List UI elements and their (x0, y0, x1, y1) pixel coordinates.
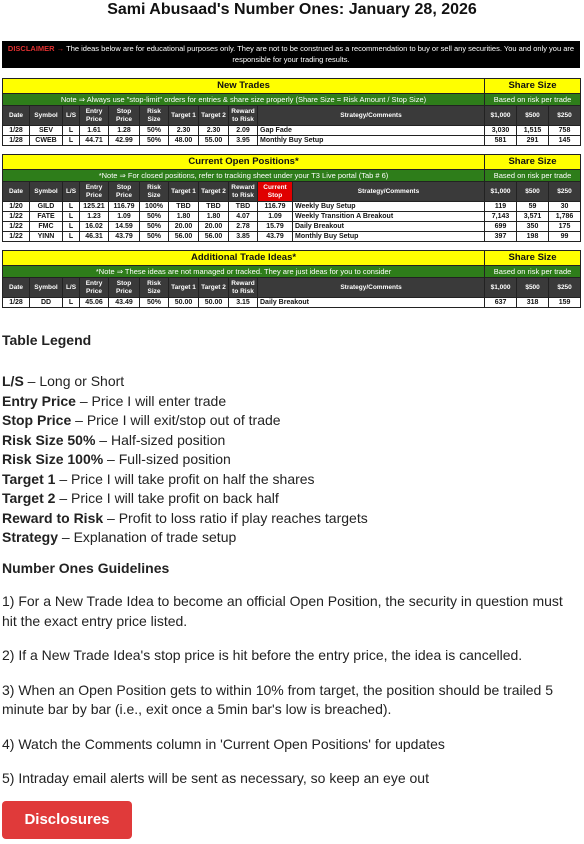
cell-date: 1/22 (3, 232, 30, 242)
cell-date: 1/28 (3, 126, 30, 136)
col-header-250: $250 (549, 182, 581, 202)
cell-target2: 56.00 (199, 232, 229, 242)
cell-size-1000: 119 (485, 202, 517, 212)
cell-reward-risk: 2.09 (229, 126, 258, 136)
col-header-1000: $1,000 (485, 182, 517, 202)
cell-ls: L (63, 126, 80, 136)
cell-size-1000: 581 (485, 136, 517, 146)
guideline-item: 4) Watch the Comments column in 'Current Open Positions' for updates (2, 735, 445, 752)
col-header-strategy: Strategy/Comments (258, 106, 485, 126)
new-trades-table (2, 78, 581, 146)
section-note: *Note ⇒ These ideas are not managed or tracked. They are just ideas for you to consider (3, 266, 485, 278)
cell-current-stop: 43.79 (258, 232, 293, 242)
page-title: Sami Abusaad's Number Ones: January 28, 2026 (107, 1, 477, 18)
share-size-title: Share Size (485, 251, 581, 266)
cell-target2: TBD (199, 202, 229, 212)
cell-size-250: 99 (549, 232, 581, 242)
legend-term: Reward to Risk (2, 509, 104, 526)
col-header-entry: Entry Price (80, 106, 109, 126)
col-header-stop: Stop Price (109, 278, 140, 298)
share-size-title: Share Size (485, 79, 581, 94)
legend-term: Target 2 (2, 490, 56, 506)
cell-symbol: GILD (30, 202, 63, 212)
col-header-reward-risk: Reward to Risk (229, 106, 258, 126)
col-header-target1: Target 1 (169, 182, 199, 202)
guideline-item: 5) Intraday email alerts will be sent as necessary, so keep an eye out (2, 770, 429, 786)
legend-term: L/S (2, 373, 24, 389)
legend-desc: – Long or Short (23, 373, 125, 389)
legend-desc: – Profit to loss ratio if play reaches targets (103, 509, 368, 526)
col-header-symbol: Symbol (30, 106, 63, 126)
cell-risk: 50% (140, 212, 169, 222)
col-header-stop: Stop Price (109, 182, 140, 202)
cell-stop: 42.99 (109, 136, 140, 146)
col-header-risk: Risk Size (140, 106, 169, 126)
legend-desc: – Explanation of trade setup (58, 529, 237, 545)
cell-ls: L (63, 202, 80, 212)
cell-symbol: CWEB (30, 136, 63, 146)
cell-target1: TBD (169, 202, 199, 212)
col-header-symbol: Symbol (30, 182, 63, 202)
cell-date: 1/28 (3, 298, 30, 308)
additional-ideas-table (2, 250, 581, 308)
cell-entry: 45.06 (80, 298, 109, 308)
guidelines-section (2, 560, 580, 804)
cell-stop: 1.09 (109, 212, 140, 222)
cell-date: 1/22 (3, 212, 30, 222)
col-header-ls: L/S (63, 182, 80, 202)
col-header-500: $500 (517, 278, 549, 298)
cell-size-500: 198 (517, 232, 549, 242)
disclaimer-label: DISCLAIMER → (7, 44, 65, 53)
cell-symbol: SEV (30, 126, 63, 136)
legend-item (2, 489, 580, 509)
cell-size-250: 159 (549, 298, 581, 308)
cell-target2: 1.80 (199, 212, 229, 222)
share-size-title: Share Size (485, 155, 581, 170)
cell-size-500: 1,515 (517, 126, 549, 136)
share-size-subtitle: Based on risk per trade (485, 94, 581, 106)
col-header-500: $500 (517, 106, 549, 126)
cell-current-stop: 15.79 (258, 222, 293, 232)
cell-reward-risk: TBD (229, 202, 258, 212)
col-header-date: Date (3, 278, 30, 298)
legend-item (2, 411, 580, 431)
guidelines-title: Number Ones Guidelines (2, 560, 170, 576)
cell-ls: L (63, 222, 80, 232)
cell-entry: 1.23 (80, 212, 109, 222)
cell-size-500: 291 (517, 136, 549, 146)
cell-stop: 116.79 (109, 202, 140, 212)
cell-size-500: 59 (517, 202, 549, 212)
legend-desc: – Price I will take profit on back half (55, 490, 279, 506)
cell-size-1000: 3,030 (485, 126, 517, 136)
legend-desc: – Full-sized position (103, 451, 231, 467)
cell-symbol: YINN (30, 232, 63, 242)
cell-strategy: Daily Breakout (293, 222, 485, 232)
cell-size-1000: 7,143 (485, 212, 517, 222)
legend-item (2, 431, 580, 451)
cell-risk: 100% (140, 202, 169, 212)
col-header-reward-risk: Reward to Risk (229, 182, 258, 202)
cell-size-250: 145 (549, 136, 581, 146)
cell-symbol: DD (30, 298, 63, 308)
cell-strategy: Monthly Buy Setup (293, 232, 485, 242)
col-header-target2: Target 2 (199, 182, 229, 202)
cell-risk: 50% (140, 298, 169, 308)
cell-reward-risk: 2.78 (229, 222, 258, 232)
cell-size-250: 758 (549, 126, 581, 136)
col-header-risk: Risk Size (140, 182, 169, 202)
open-positions-table (2, 154, 581, 242)
legend-desc: – Price I will enter trade (75, 392, 227, 409)
cell-size-250: 30 (549, 202, 581, 212)
col-header-risk: Risk Size (140, 278, 169, 298)
col-header-target2: Target 2 (199, 278, 229, 298)
cell-target1: 56.00 (169, 232, 199, 242)
section-note: Note ⇒ Always use "stop-limit" orders for entries & share size properly (Share Size = Risk Amount / Stop Size) (3, 94, 485, 106)
cell-risk: 50% (140, 126, 169, 136)
section-note: *Note ⇒ For closed positions, refer to tracking sheet under your T3 Live portal (Tab # 6) (3, 170, 485, 182)
cell-strategy: Monthly Buy Setup (258, 136, 485, 146)
legend-desc: – Price I will take profit on half the shares (55, 470, 315, 487)
legend-term: Strategy (2, 529, 59, 545)
cell-date: 1/20 (3, 202, 30, 212)
cell-reward-risk: 3.15 (229, 298, 258, 308)
col-header-symbol: Symbol (30, 278, 63, 298)
section-title: Current Open Positions* (3, 155, 485, 170)
cell-symbol: FMC (30, 222, 63, 232)
cell-symbol: FATE (30, 212, 63, 222)
legend-item (2, 470, 580, 490)
cell-date: 1/28 (3, 136, 30, 146)
col-header-500: $500 (517, 182, 549, 202)
cell-risk: 50% (140, 222, 169, 232)
legend-term: Stop Price (2, 412, 72, 428)
table-legend (2, 332, 580, 548)
cell-stop: 1.28 (109, 126, 140, 136)
legend-desc: – Half-sized position (95, 431, 226, 448)
disclaimer-banner (2, 41, 580, 68)
legend-term: Risk Size 100% (2, 451, 104, 467)
col-header-ls: L/S (63, 106, 80, 126)
table-row (3, 232, 581, 242)
cell-target1: 1.80 (169, 212, 199, 222)
cell-size-250: 175 (549, 222, 581, 232)
share-size-subtitle: Based on risk per trade (485, 170, 581, 182)
col-header-ls: L/S (63, 278, 80, 298)
legend-term: Entry Price (2, 392, 76, 409)
cell-target2: 20.00 (199, 222, 229, 232)
col-header-target1: Target 1 (169, 106, 199, 126)
cell-entry: 16.02 (80, 222, 109, 232)
legend-item (2, 528, 580, 548)
cell-target2: 50.00 (199, 298, 229, 308)
col-header-date: Date (3, 106, 30, 126)
col-header-reward-risk: Reward to Risk (229, 278, 258, 298)
col-header-stop: Stop Price (109, 106, 140, 126)
cell-risk: 50% (140, 136, 169, 146)
cell-target1: 50.00 (169, 298, 199, 308)
col-header-date: Date (3, 182, 30, 202)
cell-size-500: 350 (517, 222, 549, 232)
cell-target1: 48.00 (169, 136, 199, 146)
legend-item (2, 372, 580, 392)
cell-target2: 2.30 (199, 126, 229, 136)
col-header-current-stop: Current Stop (258, 182, 293, 202)
legend-term: Risk Size 50% (2, 431, 96, 448)
cell-risk: 50% (140, 232, 169, 242)
cell-reward-risk: 3.95 (229, 136, 258, 146)
cell-strategy: Daily Breakout (258, 298, 485, 308)
guideline-item: 1) For a New Trade Idea to become an official Open Position, the security in question must hit the exact entry price listed. (2, 593, 563, 629)
legend-term: Target 1 (2, 470, 56, 487)
legend-item (2, 450, 580, 470)
table-row (3, 202, 581, 212)
table-row (3, 212, 581, 222)
cell-size-1000: 637 (485, 298, 517, 308)
cell-ls: L (63, 212, 80, 222)
cell-target2: 55.00 (199, 136, 229, 146)
col-header-target1: Target 1 (169, 278, 199, 298)
cell-target1: 2.30 (169, 126, 199, 136)
cell-stop: 14.59 (109, 222, 140, 232)
table-row (3, 222, 581, 232)
cell-reward-risk: 4.07 (229, 212, 258, 222)
cell-target1: 20.00 (169, 222, 199, 232)
cell-date: 1/22 (3, 222, 30, 232)
col-header-target2: Target 2 (199, 106, 229, 126)
cell-ls: L (63, 232, 80, 242)
disclosures-button[interactable]: Disclosures (2, 801, 132, 839)
cell-stop: 43.79 (109, 232, 140, 242)
disclaimer-text: The ideas below are for educational purposes only. They are not to be construed as a recommendation to buy or sell any securities. You and only you are responsible for your trading results. (66, 44, 575, 64)
guideline-item: 3) When an Open Position gets to within 10% from target, the position should be trailed 5 minute bar by bar (i.e., exit once a 5min bar's low is breached). (2, 681, 553, 717)
cell-size-1000: 397 (485, 232, 517, 242)
cell-reward-risk: 3.85 (229, 232, 258, 242)
guideline-item: 2) If a New Trade Idea's stop price is hit before the entry price, the idea is cancelled. (2, 647, 523, 663)
cell-size-500: 318 (517, 298, 549, 308)
cell-strategy: Weekly Buy Setup (293, 202, 485, 212)
cell-entry: 1.61 (80, 126, 109, 136)
cell-current-stop: 116.79 (258, 202, 293, 212)
cell-size-1000: 699 (485, 222, 517, 232)
cell-strategy: Weekly Transition A Breakout (293, 212, 485, 222)
cell-size-250: 1,786 (549, 212, 581, 222)
cell-entry: 125.21 (80, 202, 109, 212)
cell-stop: 43.49 (109, 298, 140, 308)
cell-current-stop: 1.09 (258, 212, 293, 222)
table-row (3, 126, 581, 136)
section-title: New Trades (3, 79, 485, 94)
legend-item (2, 509, 580, 529)
share-size-subtitle: Based on risk per trade (485, 266, 581, 278)
legend-desc: – Price I will exit/stop out of trade (71, 412, 281, 428)
cell-strategy: Gap Fade (258, 126, 485, 136)
col-header-strategy: Strategy/Comments (258, 278, 485, 298)
col-header-entry: Entry Price (80, 182, 109, 202)
col-header-250: $250 (549, 278, 581, 298)
table-row (3, 136, 581, 146)
section-title: Additional Trade Ideas* (3, 251, 485, 266)
cell-size-500: 3,571 (517, 212, 549, 222)
cell-entry: 46.31 (80, 232, 109, 242)
legend-item (2, 392, 580, 412)
cell-entry: 44.71 (80, 136, 109, 146)
table-row (3, 298, 581, 308)
col-header-entry: Entry Price (80, 278, 109, 298)
legend-title: Table Legend (2, 332, 92, 348)
col-header-1000: $1,000 (485, 106, 517, 126)
col-header-1000: $1,000 (485, 278, 517, 298)
cell-ls: L (63, 136, 80, 146)
cell-ls: L (63, 298, 80, 308)
col-header-250: $250 (549, 106, 581, 126)
col-header-strategy: Strategy/Comments (293, 182, 485, 202)
